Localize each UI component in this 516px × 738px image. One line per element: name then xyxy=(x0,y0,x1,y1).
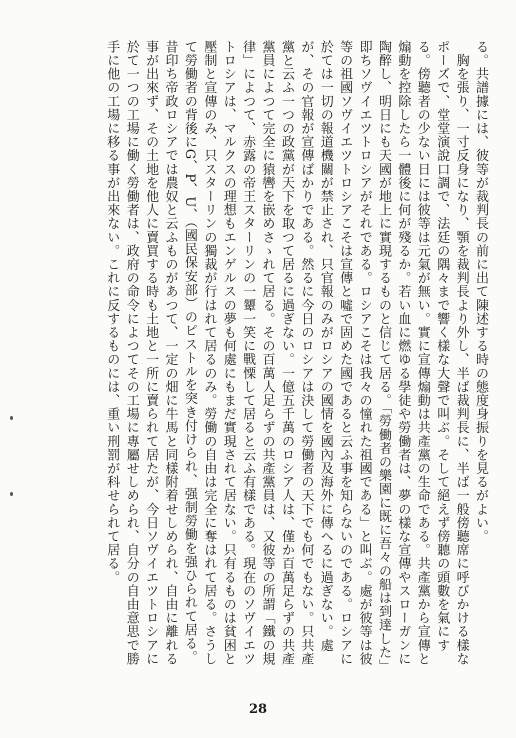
page-number: 28 xyxy=(248,702,268,717)
paragraph: る。共譜據には、彼等が裁判長の前に出て陳述する時の態度身振りを見るがよい。 xyxy=(473,40,488,544)
body-text xyxy=(20,40,490,674)
paragraph: 胸を張り、一寸反身になり、顎を裁判長より外し、半ば裁判長に、半ば一般傍聽席に呼びかける樣なポーズで、堂堂演說口調で、法廷の隅々まで響く樣な大聲で叫ぶ。そして絕えず傍聽の頭數を氣にする。傍聽者の少ない日には彼等は元氣が無い。實に宣傳煽動は共產黨の生命である。共產黨から宣傳と煽動を控除したら一體後に何が殘るか。若い血に燃ゆる學徒や勞働者は、夢の樣な宣傳やスローガンに陶醉し、明日にも天國が地上に實現するものと信じて居る。「勞働者の樂園に既に吾々の船は到達した」即ちソヴイエツトロシアがそれである。ロシアこそは我々の憧れた祖國である」と叫ぶ。處が彼等は彼等の祖國ソヴイエツトロシアこそは宣傳と噓で固めた國であると云ふ事を知らないのである。ロシアに於ては一切の報道機關が禁止され、只官報のみがロシアの國情を國內及海外に傳へるに過ぎない。處が、その官報が宣傳ばかりである。然るに今日のロシアは決して勞働者の天下でも何でもない。只共產黨と云ふ一つの政黨が天下を取つて居るに過ぎない。一億五千萬のロシア人は、僅か百萬足らずの共產黨員によつて完全に猿轡を嵌めさゝれて居る。その百萬人足らずの共產黨員は、又彼等の所謂「鐵の規律」によつて、赤露の帝王スターリンの一顰一笑に戰慄して居ると云ふ有樣である。現在のソヴイエツトロシアは、マルクスの理想もエンゲルスの夢も何處にもまだ實現されて居ない。只有るものは貧困と壓制と宣傳のみ、只スターリンの獨裁が行はれて居るのみ。勞働の自由は完全に奪はれて居る。さうして勞働者の背後にG、P、U、（國民保安部）のピストルを突き付けられ、强制勞働を强ひられて居る。昔印ち帝政ロシアでは農奴と云ふものがあつて、一定の畑に牛馬と同樣附着せしめられ、自由に離れる事が出來ず、その土地を他人に賣買する時も土地と一所に賣られて居たが、今日ソヴイエツトロシアに於て一つの工場に働く勞働者は、政府の命令によつてその工場に專屬せしめられ、自分の自由意思で勝手に他の工場に移る事が出來ない。これに反するものには、重い刑罰が科せられて居る。 xyxy=(104,40,469,673)
print-speck xyxy=(10,492,13,496)
print-speck xyxy=(10,416,13,420)
